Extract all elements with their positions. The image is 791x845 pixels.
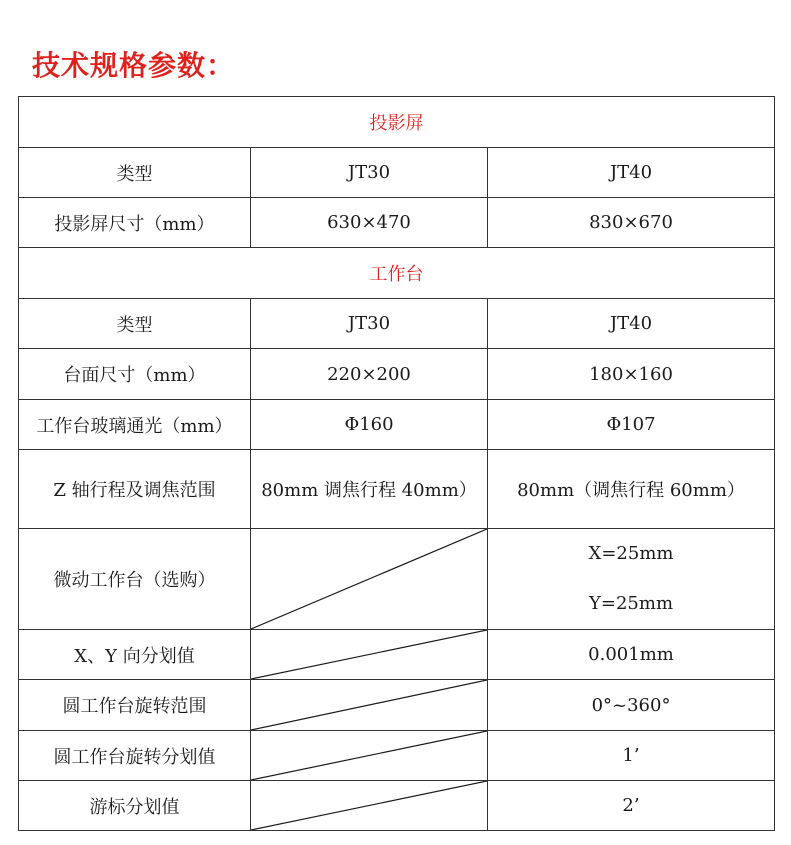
row-label: X、Y 向分划值: [19, 630, 251, 680]
cell-jt40: JT40: [488, 148, 775, 198]
cell-jt40: Φ107: [488, 400, 775, 450]
cell-jt30: JT30: [251, 148, 488, 198]
row-label: 游标分划值: [19, 781, 251, 831]
table-row: [19, 630, 775, 680]
micro-y-value: Y=25mm: [589, 593, 674, 614]
empty-diagonal-cell: [251, 680, 488, 731]
table-row: [19, 781, 775, 831]
row-label: 投影屏尺寸（mm）: [19, 198, 251, 248]
row-label: 圆工作台旋转范围: [19, 680, 251, 731]
cell-shared: 1’: [488, 731, 775, 781]
cell-jt40: 830×670: [488, 198, 775, 248]
table-row: [19, 349, 775, 400]
row-label: 微动工作台（选购）: [19, 529, 251, 630]
empty-diagonal-cell: [251, 529, 488, 630]
section-header-screen: 投影屏: [19, 97, 775, 148]
micro-x-value: X=25mm: [588, 543, 674, 564]
section-header-table: 工作台: [19, 248, 775, 299]
row-label: 台面尺寸（mm）: [19, 349, 251, 400]
page-title: 技术规格参数：: [32, 49, 236, 82]
row-label: 工作台玻璃通光（mm）: [19, 400, 251, 450]
table-row: [19, 731, 775, 781]
diagonal-line: [251, 731, 487, 780]
empty-diagonal-cell: [251, 630, 488, 680]
row-label: 类型: [19, 299, 251, 349]
table-row: [19, 198, 775, 248]
cell-shared: 0°~360°: [488, 680, 775, 731]
table-row: [19, 529, 775, 630]
empty-diagonal-cell: [251, 731, 488, 781]
cell-jt40: 80mm（调焦行程 60mm）: [488, 450, 775, 529]
diagonal-line: [251, 781, 487, 830]
table-row: [19, 680, 775, 731]
empty-diagonal-cell: [251, 781, 488, 831]
cell-shared: 0.001mm: [488, 630, 775, 680]
diagonal-line: [251, 529, 487, 629]
cell-shared: 2’: [488, 781, 775, 831]
row-label: 圆工作台旋转分划值: [19, 731, 251, 781]
table-row: [19, 450, 775, 529]
section-row-screen: [19, 97, 775, 148]
cell-jt30: JT30: [251, 299, 488, 349]
row-label: 类型: [19, 148, 251, 198]
cell-jt30: 630×470: [251, 198, 488, 248]
cell-jt30: Φ160: [251, 400, 488, 450]
section-row-table: [19, 248, 775, 299]
diagonal-line: [251, 680, 487, 730]
cell-shared: [488, 529, 775, 630]
cell-jt40: JT40: [488, 299, 775, 349]
spec-table: [18, 96, 775, 831]
cell-jt30: 80mm 调焦行程 40mm）: [251, 450, 488, 529]
row-label: Z 轴行程及调焦范围: [19, 450, 251, 529]
table-row: [19, 299, 775, 349]
table-row: [19, 148, 775, 198]
diagonal-line: [251, 630, 487, 679]
cell-jt30: 220×200: [251, 349, 488, 400]
cell-jt40: 180×160: [488, 349, 775, 400]
table-row: [19, 400, 775, 450]
